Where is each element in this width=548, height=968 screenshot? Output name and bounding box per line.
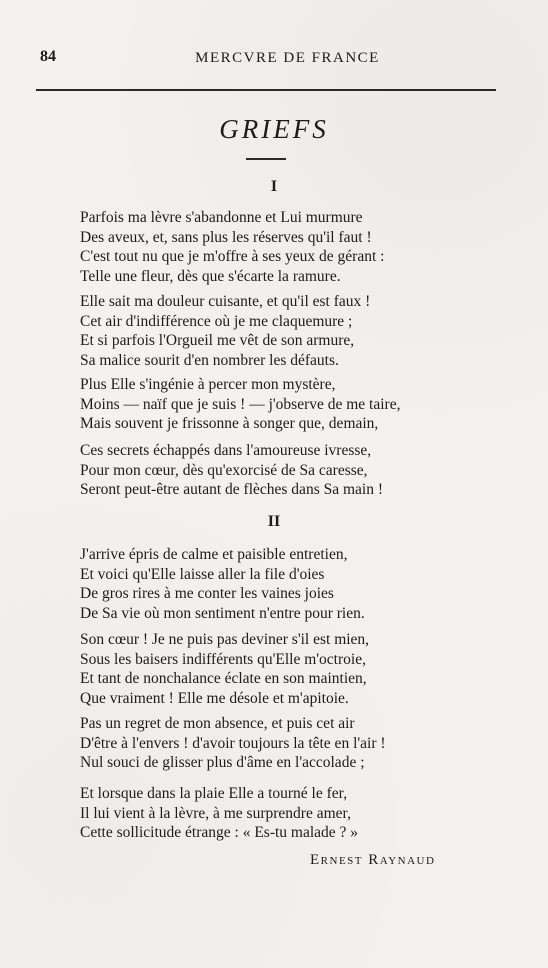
running-head: MERCVRE DE FRANCE (195, 50, 380, 66)
header-rule (36, 89, 496, 91)
stanza (80, 375, 480, 434)
stanza (80, 441, 480, 500)
verse-line: Moins — naïf que je suis ! — j'observe de me taire, (80, 395, 401, 413)
verse-line: D'être à l'envers ! d'avoir toujours la tête en l'air ! (80, 734, 386, 752)
stanza (80, 714, 480, 773)
verse-line: C'est tout nu que je m'offre à ses yeux de gérant : (80, 248, 385, 265)
verse-line: Son cœur ! Je ne puis pas deviner s'il est mien, (80, 631, 370, 648)
poem-title: GRIEFS (219, 114, 329, 144)
verse-line: Cette sollicitude étrange : « Es-tu malade ? » (80, 824, 359, 841)
verse-line: Elle sait ma douleur cuisante, et qu'il est faux ! (80, 293, 371, 310)
author-signature: Ernest Raynaud (310, 852, 436, 868)
verse-line: Et lorsque dans la plaie Elle a tourné le fer, (80, 785, 348, 802)
verse-line: Et voici qu'Elle laisse aller la file d'oies (80, 565, 325, 583)
stanza (80, 292, 480, 370)
section-numeral-1: I (270, 178, 278, 195)
verse-line: Pour mon cœur, dès qu'exorcisé de Sa caresse, (80, 461, 368, 479)
verse-line: Plus Elle s'ingénie à percer mon mystère, (80, 376, 336, 393)
verse-line: Cet air d'indifférence où je me claquemure ; (80, 312, 353, 330)
verse-line: De gros rires à me conter les vaines joies (80, 585, 334, 602)
stanza (80, 208, 480, 286)
section-numeral-2: II (267, 513, 281, 530)
verse-line: Sa malice sourit d'en nombrer les défauts. (80, 351, 339, 369)
page-header (40, 48, 495, 72)
verse-line: Parfois ma lèvre s'abandonne et Lui murmure (80, 209, 363, 226)
title-rule (246, 158, 286, 160)
verse-line: Telle une fleur, dès que s'écarte la ramure. (80, 267, 341, 285)
verse-line: Des aveux, et, sans plus les réserves qu'il faut ! (80, 228, 372, 246)
verse-line: Sous les baisers indifférents qu'Elle m'octroie, (80, 650, 366, 668)
stanza (80, 784, 480, 843)
verse-line: Mais souvent je frissonne à songer que, demain, (80, 415, 379, 432)
verse-line: Pas un regret de mon absence, et puis cet air (80, 715, 355, 732)
page-number: 84 (40, 48, 56, 65)
verse-line: J'arrive épris de calme et paisible entretien, (80, 546, 348, 563)
stanza (80, 545, 480, 623)
verse-line: Il lui vient à la lèvre, à me surprendre amer, (80, 804, 351, 822)
verse-line: Et si parfois l'Orgueil me vêt de son armure, (80, 332, 355, 349)
verse-line: Seront peut-être autant de flèches dans Sa main ! (80, 481, 383, 498)
verse-line: Que vraiment ! Elle me désole et m'apitoie. (80, 689, 349, 707)
verse-line: Nul souci de glisser plus d'âme en l'accolade ; (80, 754, 365, 771)
verse-line: Ces secrets échappés dans l'amoureuse ivresse, (80, 442, 372, 459)
stanza (80, 630, 480, 708)
verse-line: De Sa vie où mon sentiment n'entre pour rien. (80, 604, 365, 622)
verse-line: Et tant de nonchalance éclate en son maintien, (80, 670, 367, 687)
